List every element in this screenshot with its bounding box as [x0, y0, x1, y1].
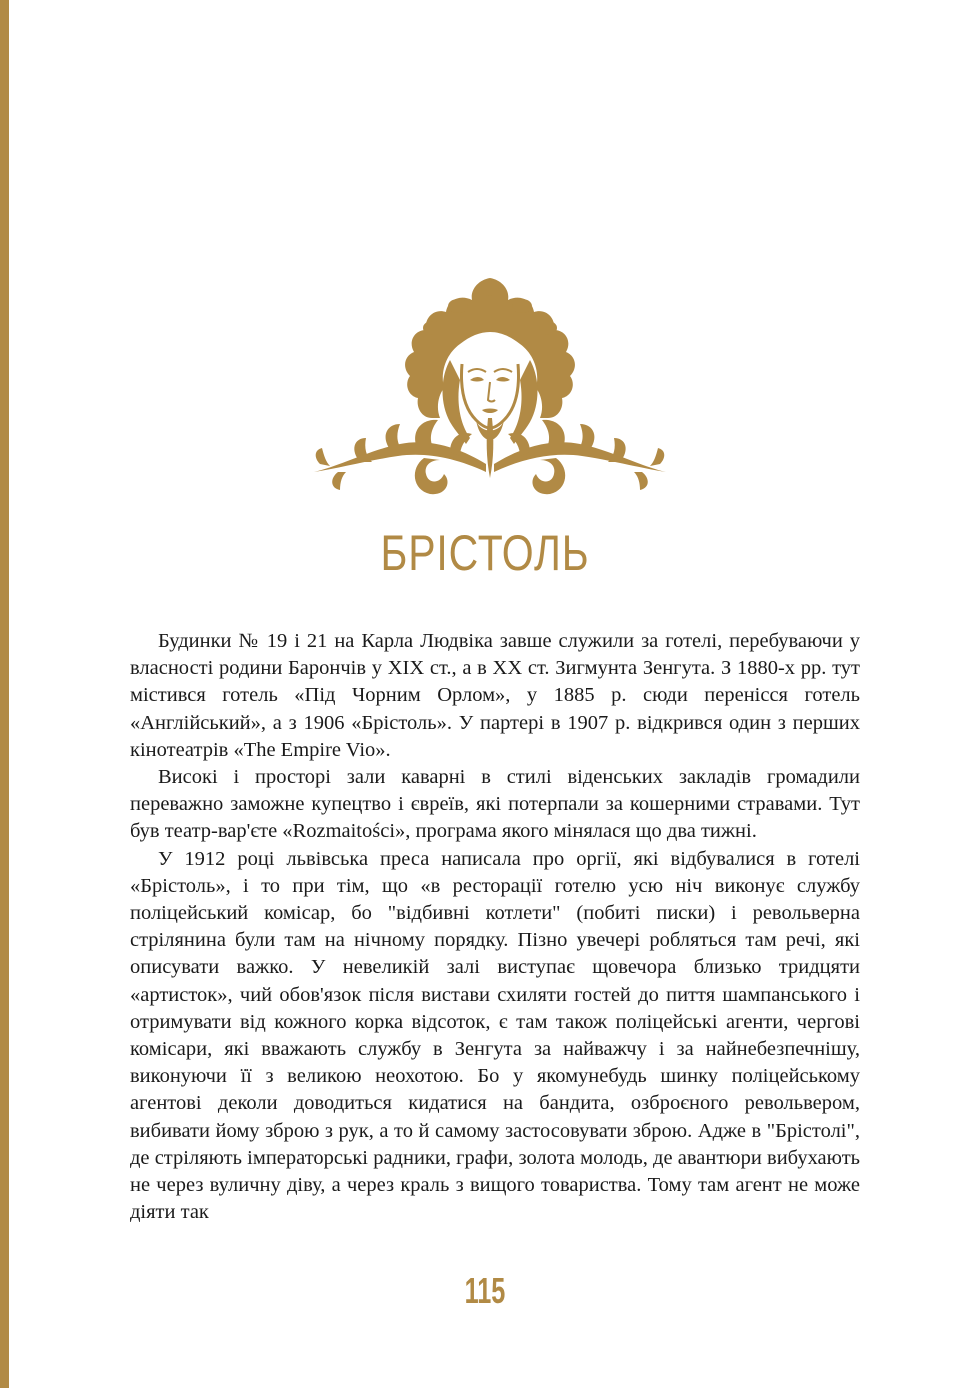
art-nouveau-woman-face-ornament-icon — [300, 268, 680, 508]
paragraph: Будинки № 19 і 21 на Карла Людвіка завше служили за готелі, перебуваючи у власності родини Барончів у ХІХ ст., а в ХХ ст. Зигмунта Зенгута. З 1880-х рр. тут містився готель «Під Чорним Орлом», у 1885 р. сюди перенісся готель «Англійський», а з 1906 «Брістоль». У партері в 1907 р. відкрився один з перших кінотеатрів «The Empire Vio». — [130, 630, 860, 761]
paragraph: У 1912 році львівська преса написала про оргії, які відбувалися в готелі «Брістоль», і то при тім, що «в ресторації готелю усю ніч виконує службу поліцейський комісар, бо "відбивні котлети" (побиті писки) і револьверна стрілянина були там на нічному порядку. Пізно увечері робляться там речі, які описувати важко. У невеликій залі виступає щовечора близько тридцяти «артисток», чий обов'язок після вистави схиляти гостей до пиття шампанського і отримувати від кожного корка відсоток, є там також поліцейські агенти, чергові комісари, які вважають службу в Зенгута за найважчу і за найнебезпечнішу, виконуючи її з великою неохотою. Бо у якомунебудь шинку поліцейському агентові деколи доводиться кидатися на бандита, озброєного револьвером, вибивати йому зброю з рук, а то й самому застосовувати зброю. Адже в "Брістолі", де стріляють імператорські радники, графи, золота молодь, де авантюри вибухають не через вуличну діву, а через краль з вищого товариства. Тому там агент не може діяти так — [130, 847, 860, 1224]
paragraph: Високі і просторі зали каварні в стилі віденських закладів громадили переважно заможне купецтво і євреїв, які потерпали за кошерними стравами. Тут був театр-вар'єте «Rozmaitości», програма якого мінялася що два тижні. — [130, 766, 860, 843]
gold-edge-bar — [0, 0, 9, 1388]
page-title: БРІСТОЛЬ — [380, 525, 590, 581]
body-text — [130, 628, 860, 1226]
page-number: 115 — [464, 1270, 506, 1311]
